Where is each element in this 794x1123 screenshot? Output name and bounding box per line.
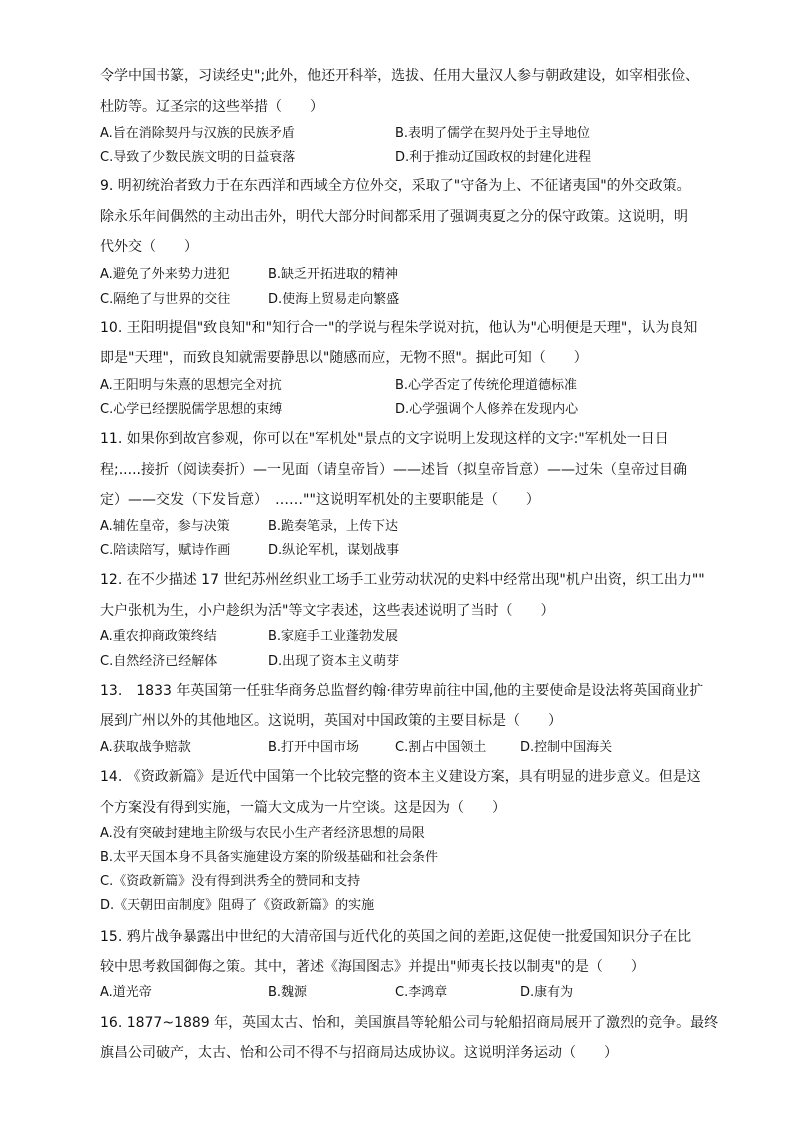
option-b[interactable]: B.魏源 [268,985,308,1000]
question-13-text-line-1: 13. 1833 年英国第一任驻华商务总监督约翰·律劳卑前往中国,他的主要使命是设法将英国商业扩 [100,683,704,699]
option-a[interactable]: A.辅佐皇帝，参与决策 [100,519,230,534]
option-a[interactable]: A.王阳明与朱熹的思想完全对抗 [100,378,282,393]
question-9-text-line-2: 除永乐年间偶然的主动出击外，明代大部分时间都采用了强调夷夏之分的保守政策。这说明，明 [100,209,688,225]
option-a[interactable]: A.道光帝 [100,985,152,1000]
option-d[interactable]: D.利于推动辽国政权的封建化进程 [395,150,592,165]
option-d[interactable]: D.控制中国海关 [520,740,613,755]
option-c[interactable]: C.心学已经摆脱儒学思想的束缚 [100,402,283,417]
option-a[interactable]: A.旨在消除契丹与汉族的民族矛盾 [100,126,295,141]
option-b[interactable]: B.打开中国市场 [268,740,360,755]
option-b[interactable]: B.跪奏笔录，上传下达 [268,519,399,534]
question-12-text-line-2: 大户张机为生，小户趁织为活"等文字表述，这些表述说明了当时（ ） [100,603,555,619]
question-8-text-line-1: 令学中国书篆，习读经史";此外，他还开科举，选拔、任用大量汉人参与朝政建设，如宰相张俭、 [100,68,700,84]
question-14-text-line-2: 个方案没有得到实施，一篇大文成为一片空谈。这是因为（ ） [100,800,506,816]
option-b[interactable]: B.太平天国本身不具备实施建设方案的阶级基础和社会条件 [100,850,439,865]
question-16-text-line-2: 旗昌公司破产，太古、怡和公司不得不与招商局达成协议。这说明洋务运动（ ） [100,1045,618,1061]
question-10-text-line-2: 即是"天理"，而致良知就需要静思以"随感而应，无物不照"。据此可知（ ） [100,350,588,366]
option-b[interactable]: B.家庭手工业蓬勃发展 [268,629,399,644]
question-13-text-line-2: 展到广州以外的其他地区。这说明，英国对中国政策的主要目标是（ ） [100,713,562,729]
question-11-text-line-3: 定）——交发（下发旨意） ……""这说明军机处的主要职能是（ ） [100,492,540,508]
option-c[interactable]: C.隔绝了与世界的交往 [100,292,231,307]
option-a[interactable]: A.避免了外来势力进犯 [100,267,230,282]
option-d[interactable]: D.《天朝田亩制度》阻碍了《资政新篇》的实施 [100,898,375,913]
option-a[interactable]: A.获取战争赔款 [100,740,191,755]
option-d[interactable]: D.纵论军机，谋划战事 [268,543,400,558]
option-d[interactable]: D.出现了资本主义萌芽 [268,654,400,669]
option-b[interactable]: B.缺乏开拓进取的精神 [268,267,399,282]
option-c[interactable]: C.割占中国领土 [395,740,487,755]
option-c[interactable]: C.李鸿章 [395,985,448,1000]
question-15-text-line-1: 15. 鸦片战争暴露出中世纪的大清帝国与近代化的英国之间的差距,这促使一批爱国知识分子在比 [100,929,692,945]
option-d[interactable]: D.康有为 [520,985,574,1000]
question-11-text-line-2: 程;.....接折（阅读奏折）—一见面（请皇帝旨）——述旨（拟皇帝旨意）——过朱（皇帝过目确 [100,462,687,478]
option-c[interactable]: C.《资政新篇》没有得到洪秀全的赞同和支持 [100,874,361,889]
option-d[interactable]: D.心学强调个人修养在发现内心 [395,402,579,417]
question-9-text-line-3: 代外交（ ） [100,239,198,255]
option-b[interactable]: B.心学否定了传统伦理道德标准 [395,378,578,393]
option-d[interactable]: D.使海上贸易走向繁盛 [268,292,400,307]
question-9-text-line-1: 9. 明初统治者致力于在东西洋和西域全方位外交，采取了"守备为上、不征诸夷国"的外交政策。 [100,178,691,194]
option-c[interactable]: C.自然经济已经解体 [100,654,218,669]
option-c[interactable]: C.导致了少数民族文明的日益衰落 [100,150,296,165]
question-15-text-line-2: 较中思考救国御侮之策。其中，著述《海国图志》并提出"师夷长技以制夷"的是（ ） [100,959,645,975]
question-14-text-line-1: 14. 《资政新篇》是近代中国第一个比较完整的资本主义建设方案，具有明显的进步意义。但是这 [100,769,701,785]
option-b[interactable]: B.表明了儒学在契丹处于主导地位 [395,126,591,141]
option-a[interactable]: A.没有突破封建地主阶级与农民小生产者经济思想的局限 [100,826,425,841]
question-11-text-line-1: 11. 如果你到故宫参观，你可以在"军机处"景点的文字说明上发现这样的文字:"军机处一日日 [100,431,669,447]
question-16-text-line-1: 16. 1877~1889 年，英国太古、怡和，美国旗昌等轮船公司与轮船招商局展开了激烈的竞争。最终 [100,1015,719,1031]
question-12-text-line-1: 12. 在不少描述 17 世纪苏州丝织业工场手工业劳动状况的史料中经常出现"机户出资，织工出力"" [100,572,705,588]
option-a[interactable]: A.重农抑商政策终结 [100,629,217,644]
option-c[interactable]: C.陪读陪写，赋诗作画 [100,543,231,558]
question-10-text-line-1: 10. 王阳明提倡"致良知"和"知行合一"的学说与程朱学说对抗，他认为"心明便是天理"，认为良知 [100,320,698,336]
question-8-text-line-2: 杜防等。辽圣宗的这些举措（ ） [100,99,324,115]
